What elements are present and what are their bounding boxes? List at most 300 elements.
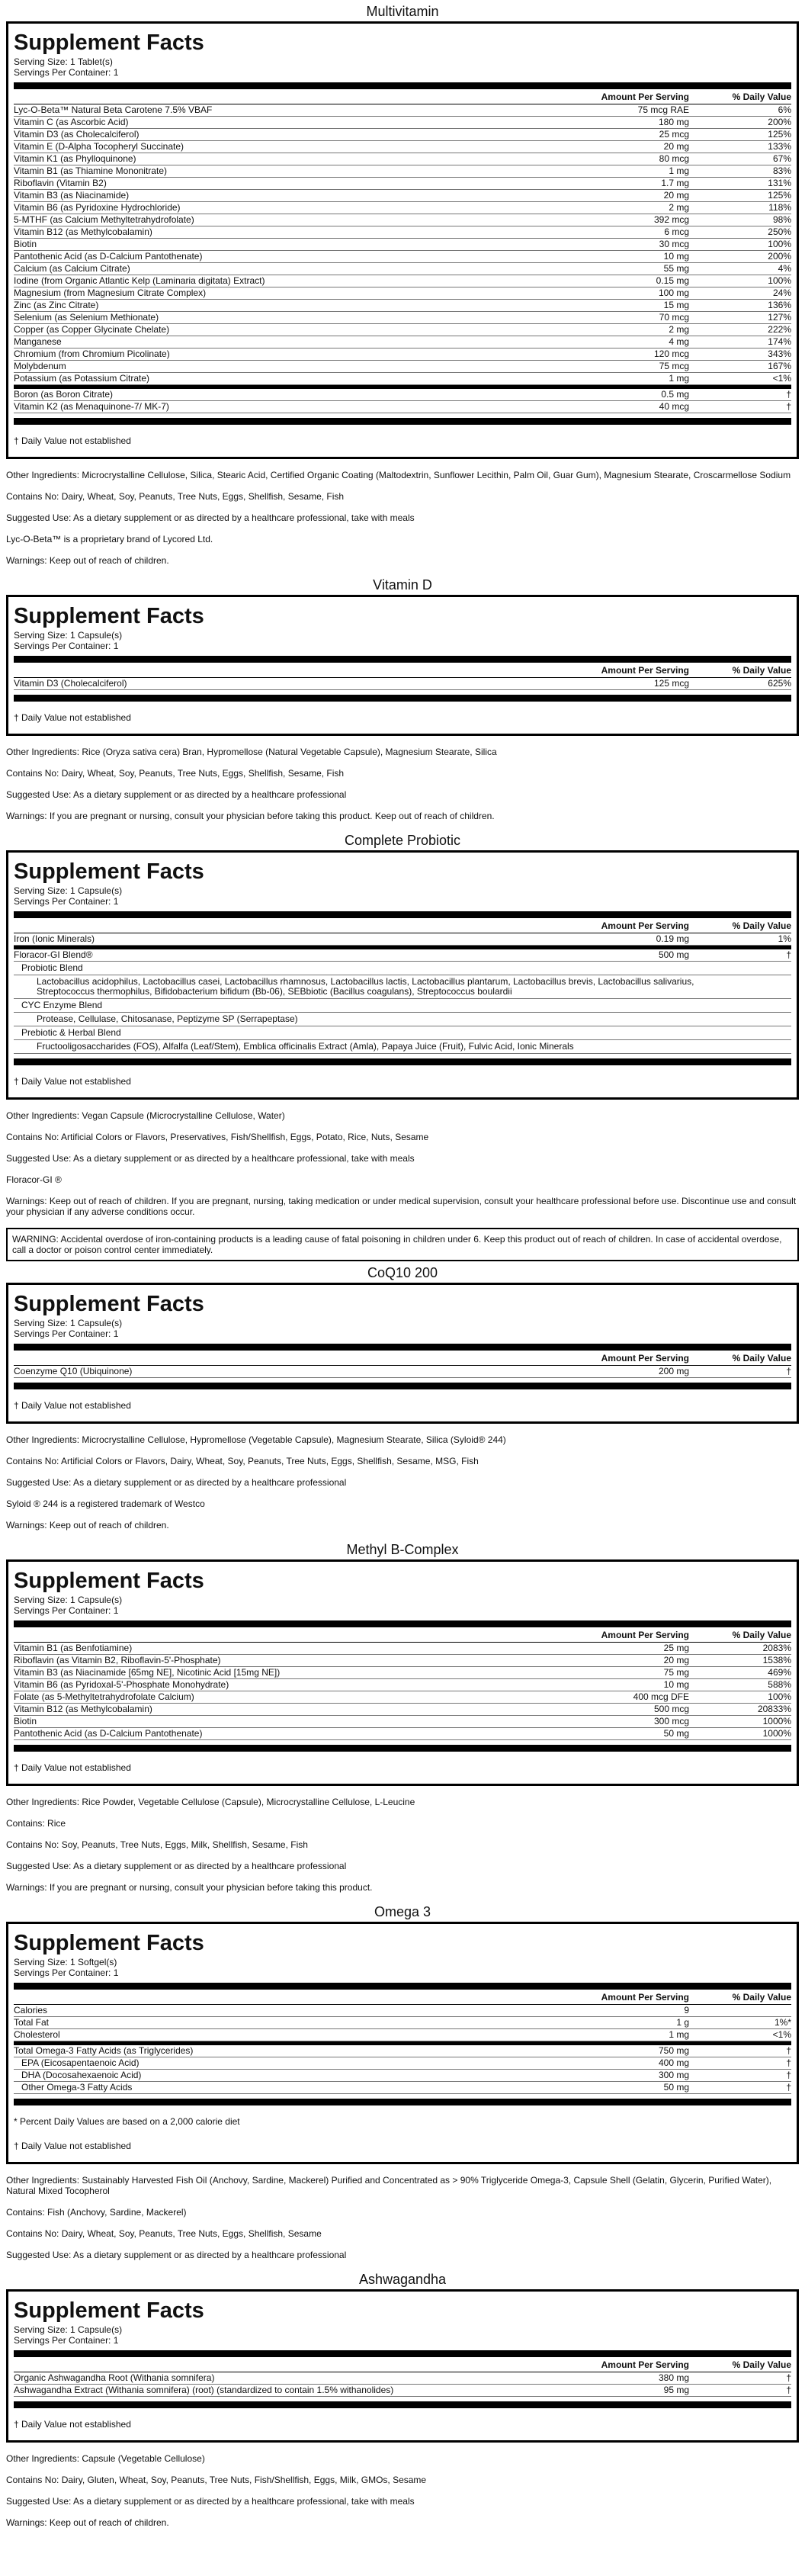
- product-title: Omega 3: [374, 1904, 431, 1919]
- nutrient-daily-value: †: [786, 389, 791, 400]
- nutrient-row: [14, 141, 791, 153]
- product-note: Contains No: Artificial Colors or Flavors, Dairy, Wheat, Soy, Peanuts, Tree Nuts, Eggs, Shellfish, Sesame, MSG, Fish: [6, 1456, 479, 1466]
- product-note: Syloid ® 244 is a registered trademark of Westco: [6, 1498, 205, 1509]
- divider-thick: [14, 2099, 791, 2105]
- nutrient-amount: 20 mg: [663, 190, 689, 201]
- nutrient-name: Biotin: [14, 239, 37, 249]
- product-note: Warnings: Keep out of reach of children.: [6, 555, 169, 566]
- header-amount: Amount Per Serving: [601, 91, 689, 102]
- header-daily-value: % Daily Value: [732, 1991, 791, 2003]
- product-note: Suggested Use: As a dietary supplement or as directed by a healthcare professional, take with meals: [6, 2496, 415, 2507]
- supplement-facts-panel: [6, 2289, 799, 2443]
- nutrient-name: Boron (as Boron Citrate): [14, 389, 114, 400]
- nutrient-name: Organic Ashwagandha Root (Withania somnifera): [14, 2372, 215, 2383]
- panel-heading: Supplement Facts: [14, 604, 204, 628]
- nutrient-daily-value: 24%: [772, 287, 791, 298]
- blend-ingredients: Lactobacillus acidophilus, Lactobacillus casei, Lactobacillus rhamnosus, Lactobacillus lactis, Lactobacillus plantarum, Lactobacillus brevis, Lactobacillus salivarius, Streptococcus thermophilus, Bifidobacterium bifidum (Bb-06), SEBbiotic (Bacillus coagulans), Streptococcus boulardii: [14, 975, 791, 999]
- nutrient-amount: 75 mcg RAE: [637, 104, 689, 115]
- header-amount: Amount Per Serving: [601, 1352, 689, 1363]
- nutrient-row: [14, 1716, 791, 1728]
- nutrient-name: Biotin: [14, 1716, 37, 1726]
- divider-thick: [14, 2350, 791, 2357]
- nutrient-amount: 2 mg: [669, 202, 689, 213]
- nutrient-daily-value: 100%: [768, 1691, 791, 1702]
- product-title: Multivitamin: [366, 4, 439, 19]
- nutrient-daily-value: 469%: [768, 1667, 791, 1678]
- nutrient-row: [14, 178, 791, 190]
- nutrient-row: [14, 1655, 791, 1667]
- product-note: Other Ingredients: Rice Powder, Vegetable Cellulose (Capsule), Microcrystalline Cellulose, L-Leucine: [6, 1797, 415, 1807]
- nutrient-row: [14, 1704, 791, 1716]
- column-header: [14, 1351, 791, 1366]
- product-note: Suggested Use: As a dietary supplement or as directed by a healthcare professional: [6, 789, 347, 800]
- nutrient-row: [14, 1691, 791, 1704]
- nutrient-name: Riboflavin (Vitamin B2): [14, 178, 107, 188]
- nutrient-amount: 400 mg: [658, 2057, 689, 2068]
- nutrient-name: EPA (Eicosapentaenoic Acid): [21, 2057, 140, 2068]
- nutrient-name: Vitamin B3 (as Niacinamide [65mg NE], Nicotinic Acid [15mg NE]): [14, 1667, 281, 1678]
- column-header: [14, 89, 791, 104]
- product-note: Other Ingredients: Rice (Oryza sativa cera) Bran, Hypromellose (Natural Vegetable Capsule), Magnesium Stearate, Silica: [6, 747, 497, 757]
- header-daily-value: % Daily Value: [732, 91, 791, 102]
- nutrient-amount: 392 mcg: [653, 214, 689, 225]
- product-note: Other Ingredients: Sustainably Harvested Fish Oil (Anchovy, Sardine, Mackerel) Purified and Concentrated as > 90% Triglyceride Omega-3, Capsule Shell (Gelatin, Glycerin, Purified Water), Natural Mixed Tocopherol: [6, 2175, 772, 2196]
- column-header: [14, 663, 791, 678]
- nutrient-row: [14, 2057, 791, 2070]
- nutrient-amount: 1 mg: [669, 165, 689, 176]
- nutrient-name: Vitamin E (D-Alpha Tocopheryl Succinate): [14, 141, 184, 152]
- servings-per-container: Servings Per Container: 1: [14, 2335, 119, 2346]
- nutrient-amount: 9: [684, 2005, 689, 2016]
- nutrient-daily-value: 118%: [768, 202, 791, 213]
- nutrient-name: Pantothenic Acid (as D-Calcium Pantothenate): [14, 251, 203, 262]
- nutrient-name: Folate (as 5-Methyltetrahydrofolate Calcium): [14, 1691, 194, 1702]
- nutrient-amount: 75 mcg: [659, 361, 689, 371]
- nutrient-daily-value: 125%: [768, 190, 791, 201]
- serving-size: Serving Size: 1 Tablet(s): [14, 56, 113, 67]
- blend-title: Prebiotic & Herbal Blend: [14, 1026, 791, 1040]
- nutrient-daily-value: <1%: [772, 373, 791, 384]
- nutrient-name: Magnesium (from Magnesium Citrate Complex): [14, 287, 207, 298]
- nutrient-row: [14, 2385, 791, 2397]
- nutrient-daily-value: †: [786, 2070, 791, 2080]
- header-amount: Amount Per Serving: [601, 2359, 689, 2370]
- product-note: Contains No: Artificial Colors or Flavors, Preservatives, Fish/Shellfish, Eggs, Potato, Rice, Nuts, Sesame: [6, 1132, 429, 1142]
- daily-value-footnote: † Daily Value not established: [14, 435, 131, 446]
- serving-size: Serving Size: 1 Capsule(s): [14, 630, 123, 641]
- column-header: [14, 918, 791, 933]
- nutrient-row: [14, 214, 791, 226]
- nutrient-row: [14, 2372, 791, 2385]
- nutrient-amount: 55 mg: [663, 263, 689, 274]
- nutrient-daily-value: 588%: [768, 1679, 791, 1690]
- nutrient-daily-value: 625%: [768, 678, 791, 689]
- product-title: Methyl B-Complex: [346, 1542, 459, 1557]
- nutrient-amount: 120 mcg: [653, 348, 689, 359]
- nutrient-name: Vitamin B12 (as Methylcobalamin): [14, 226, 152, 237]
- supplement-facts-page: [0, 3, 805, 2528]
- divider-thick: [14, 1983, 791, 1990]
- supplement-facts-panel: [6, 595, 799, 736]
- nutrient-daily-value: 133%: [768, 141, 791, 152]
- product-title: Vitamin D: [373, 577, 432, 593]
- divider-thick: [14, 1058, 791, 1065]
- nutrient-daily-value: 200%: [768, 251, 791, 262]
- product-note: Warnings: If you are pregnant or nursing, consult your physician before taking this product.: [6, 1882, 373, 1893]
- product-note: Warnings: Keep out of reach of children. If you are pregnant, nursing, taking medication or under medical supervision, consult your healthcare professional before use. Discontinue use and consult your physician if any adverse conditions occur.: [6, 1196, 797, 1217]
- nutrient-name: Vitamin B1 (as Thiamine Mononitrate): [14, 165, 167, 176]
- nutrient-daily-value: †: [786, 1366, 791, 1376]
- servings-per-container: Servings Per Container: 1: [14, 1605, 119, 1616]
- blend-ingredients: Fructooligosaccharides (FOS), Alfalfa (Leaf/Stem), Emblica officinalis Extract (Amla), Papaya Juice (Fruit), Fulvic Acid, Ionic Minerals: [14, 1040, 791, 1054]
- nutrient-name: Ashwagandha Extract (Withania somnifera) (root) (standardized to contain 1.5% withanolides): [14, 2385, 394, 2395]
- nutrient-row: [14, 202, 791, 214]
- nutrient-row: [14, 336, 791, 348]
- nutrient-name: Total Fat: [14, 2017, 50, 2028]
- nutrient-amount: 300 mg: [658, 2070, 689, 2080]
- nutrient-amount: 750 mg: [658, 2045, 689, 2056]
- nutrient-amount: 1.7 mg: [661, 178, 689, 188]
- nutrient-daily-value: 1%*: [774, 2017, 791, 2028]
- nutrient-amount: 20 mg: [663, 141, 689, 152]
- product-note: Warnings: If you are pregnant or nursing, consult your physician before taking this product. Keep out of reach of children.: [6, 811, 495, 821]
- product-note: Suggested Use: As a dietary supplement or as directed by a healthcare professional: [6, 1477, 347, 1488]
- nutrient-daily-value: †: [786, 2385, 791, 2395]
- nutrient-name: Manganese: [14, 336, 62, 347]
- blend-title: Probiotic Blend: [14, 962, 791, 975]
- nutrient-row: [14, 239, 791, 251]
- nutrient-amount: 25 mcg: [659, 129, 689, 140]
- nutrient-daily-value: †: [786, 401, 791, 412]
- nutrient-daily-value: †: [786, 2045, 791, 2056]
- divider-thick: [14, 1620, 791, 1627]
- servings-per-container: Servings Per Container: 1: [14, 896, 119, 907]
- nutrient-name: Vitamin C (as Ascorbic Acid): [14, 117, 129, 127]
- nutrient-daily-value: 174%: [768, 336, 791, 347]
- header-daily-value: % Daily Value: [732, 2359, 791, 2370]
- nutrient-row: [14, 373, 791, 385]
- nutrient-daily-value: 83%: [772, 165, 791, 176]
- nutrient-amount: 10 mg: [663, 251, 689, 262]
- nutrient-daily-value: 343%: [768, 348, 791, 359]
- servings-per-container: Servings Per Container: 1: [14, 1328, 119, 1339]
- product-note: Other Ingredients: Vegan Capsule (Microcrystalline Cellulose, Water): [6, 1110, 285, 1121]
- nutrient-daily-value: 100%: [768, 275, 791, 286]
- nutrient-row: [14, 933, 791, 946]
- nutrient-name: Copper (as Copper Glycinate Chelate): [14, 324, 170, 335]
- product-note: Other Ingredients: Microcrystalline Cellulose, Hypromellose (Vegetable Capsule), Magnesium Stearate, Silica (Syloid® 244): [6, 1434, 506, 1445]
- nutrient-name: Vitamin B3 (as Niacinamide): [14, 190, 130, 201]
- header-amount: Amount Per Serving: [601, 1991, 689, 2003]
- product-title: Ashwagandha: [358, 2272, 447, 2287]
- nutrient-amount: 75 mg: [663, 1667, 689, 1678]
- divider-thick: [14, 1745, 791, 1752]
- product-note: Lyc-O-Beta™ is a proprietary brand of Lycored Ltd.: [6, 534, 213, 544]
- nutrient-daily-value: 200%: [768, 117, 791, 127]
- nutrient-name: Other Omega-3 Fatty Acids: [21, 2082, 133, 2093]
- iron-warning-box: WARNING: Accidental overdose of iron-containing products is a leading cause of fatal poisoning in children under 6. Keep this product out of reach of children. In case of accidental overdose, call a doctor or poison control center immediately.: [6, 1228, 799, 1261]
- divider-thick: [14, 1383, 791, 1389]
- nutrient-daily-value: 167%: [768, 361, 791, 371]
- nutrient-row: [14, 678, 791, 690]
- nutrient-daily-value: †: [786, 2372, 791, 2383]
- daily-value-footnote: † Daily Value not established: [14, 1762, 131, 1773]
- nutrient-amount: 1 g: [676, 2017, 689, 2028]
- panel-heading: Supplement Facts: [14, 1569, 204, 1593]
- nutrient-amount: 40 mcg: [659, 401, 689, 412]
- serving-size: Serving Size: 1 Softgel(s): [14, 1957, 117, 1967]
- nutrient-row: [14, 226, 791, 239]
- nutrient-name: 5-MTHF (as Calcium Methyltetrahydrofolate): [14, 214, 194, 225]
- nutrient-amount: 400 mcg DFE: [633, 1691, 689, 1702]
- nutrient-row: [14, 1667, 791, 1679]
- header-amount: Amount Per Serving: [601, 664, 689, 676]
- nutrient-daily-value: 4%: [778, 263, 791, 274]
- column-header: [14, 2357, 791, 2372]
- divider-thick: [14, 1344, 791, 1351]
- header-daily-value: % Daily Value: [732, 1629, 791, 1640]
- nutrient-row: [14, 324, 791, 336]
- nutrient-row: [14, 251, 791, 263]
- nutrient-daily-value: 1000%: [762, 1716, 791, 1726]
- nutrient-daily-value: 1000%: [762, 1728, 791, 1739]
- nutrient-amount: 500 mg: [658, 949, 689, 960]
- daily-value-footnote: † Daily Value not established: [14, 2141, 131, 2151]
- nutrient-row: [14, 2017, 791, 2029]
- nutrient-name: Pantothenic Acid (as D-Calcium Pantothenate): [14, 1728, 203, 1739]
- nutrient-row: [14, 1728, 791, 1740]
- nutrient-name: Vitamin B6 (as Pyridoxal-5'-Phosphate Monohydrate): [14, 1679, 229, 1690]
- panel-heading: Supplement Facts: [14, 2298, 204, 2323]
- nutrient-row: [14, 153, 791, 165]
- product-title: CoQ10 200: [367, 1265, 438, 1280]
- product-note: Contains No: Dairy, Wheat, Soy, Peanuts, Tree Nuts, Eggs, Shellfish, Sesame: [6, 2228, 322, 2239]
- nutrient-amount: 15 mg: [663, 300, 689, 310]
- nutrient-row: [14, 389, 791, 401]
- servings-per-container: Servings Per Container: 1: [14, 1967, 119, 1978]
- nutrient-row: [14, 312, 791, 324]
- divider-thick: [14, 2401, 791, 2408]
- nutrient-name: Vitamin B12 (as Methylcobalamin): [14, 1704, 152, 1714]
- nutrient-name: Lyc-O-Beta™ Natural Beta Carotene 7.5% VBAF: [14, 104, 213, 115]
- nutrient-name: Potassium (as Potassium Citrate): [14, 373, 150, 384]
- supplement-facts-panel: [6, 1559, 799, 1786]
- serving-size: Serving Size: 1 Capsule(s): [14, 2324, 123, 2335]
- product-note: Contains No: Dairy, Gluten, Wheat, Soy, Peanuts, Tree Nuts, Fish/Shellfish, Eggs, Milk, GMOs, Sesame: [6, 2475, 427, 2485]
- nutrient-row: [14, 348, 791, 361]
- nutrient-amount: 25 mg: [663, 1643, 689, 1653]
- product-note: Contains No: Soy, Peanuts, Tree Nuts, Eggs, Milk, Shellfish, Sesame, Fish: [6, 1839, 308, 1850]
- divider-thick: [14, 911, 791, 918]
- nutrient-name: Vitamin K1 (as Phylloquinone): [14, 153, 136, 164]
- nutrient-row: [14, 1679, 791, 1691]
- nutrient-row: [14, 401, 791, 413]
- daily-value-footnote: † Daily Value not established: [14, 1076, 131, 1087]
- nutrient-daily-value: 136%: [768, 300, 791, 310]
- nutrient-name: Iodine (from Organic Atlantic Kelp (Laminaria digitata) Extract): [14, 275, 265, 286]
- supplement-facts-panel: [6, 21, 799, 459]
- nutrient-amount: 300 mcg: [653, 1716, 689, 1726]
- servings-per-container: Servings Per Container: 1: [14, 67, 119, 78]
- nutrient-row: [14, 117, 791, 129]
- serving-size: Serving Size: 1 Capsule(s): [14, 1318, 123, 1328]
- product-note: Suggested Use: As a dietary supplement or as directed by a healthcare professional, take with meals: [6, 512, 415, 523]
- product-note: Suggested Use: As a dietary supplement or as directed by a healthcare professional: [6, 1861, 347, 1871]
- nutrient-daily-value: 222%: [768, 324, 791, 335]
- header-daily-value: % Daily Value: [732, 920, 791, 931]
- nutrient-amount: 0.5 mg: [661, 389, 689, 400]
- serving-size: Serving Size: 1 Capsule(s): [14, 885, 123, 896]
- nutrient-name: Selenium (as Selenium Methionate): [14, 312, 159, 323]
- daily-value-footnote: † Daily Value not established: [14, 712, 131, 723]
- divider-thick: [14, 656, 791, 663]
- nutrient-row: [14, 190, 791, 202]
- product-note: Contains No: Dairy, Wheat, Soy, Peanuts, Tree Nuts, Eggs, Shellfish, Sesame, Fish: [6, 491, 345, 502]
- column-header: [14, 1990, 791, 2005]
- nutrient-daily-value: †: [786, 949, 791, 960]
- nutrient-name: Vitamin B6 (as Pyridoxine Hydrochloride): [14, 202, 181, 213]
- nutrient-row: [14, 263, 791, 275]
- nutrient-amount: 1 mg: [669, 373, 689, 384]
- nutrient-name: Molybdenum: [14, 361, 66, 371]
- supplement-facts-panel: [6, 850, 799, 1100]
- panel-heading: Supplement Facts: [14, 1931, 204, 1955]
- nutrient-amount: 20 mg: [663, 1655, 689, 1665]
- nutrient-row: [14, 1643, 791, 1655]
- header-daily-value: % Daily Value: [732, 1352, 791, 1363]
- nutrient-amount: 4 mg: [669, 336, 689, 347]
- header-amount: Amount Per Serving: [601, 920, 689, 931]
- nutrient-daily-value: 67%: [772, 153, 791, 164]
- nutrient-daily-value: †: [786, 2082, 791, 2093]
- nutrient-amount: 70 mcg: [659, 312, 689, 323]
- nutrient-daily-value: 98%: [772, 214, 791, 225]
- nutrient-name: Vitamin D3 (as Cholecalciferol): [14, 129, 140, 140]
- nutrient-row: [14, 129, 791, 141]
- product-note: Suggested Use: As a dietary supplement or as directed by a healthcare professional, take with meals: [6, 1153, 415, 1164]
- nutrient-amount: 80 mcg: [659, 153, 689, 164]
- nutrient-name: Coenzyme Q10 (Ubiquinone): [14, 1366, 133, 1376]
- nutrient-amount: 95 mg: [663, 2385, 689, 2395]
- product-note: Contains: Fish (Anchovy, Sardine, Mackerel): [6, 2207, 187, 2218]
- nutrient-name: Vitamin B1 (as Benfotiamine): [14, 1643, 133, 1653]
- nutrient-row: [14, 1366, 791, 1378]
- nutrient-row: [14, 2005, 791, 2017]
- nutrient-amount: 0.19 mg: [656, 933, 689, 944]
- product-note: Contains: Rice: [6, 1818, 66, 1829]
- nutrient-amount: 30 mcg: [659, 239, 689, 249]
- blend-ingredients: Protease, Cellulase, Chitosanase, Peptizyme SP (Serrapeptase): [14, 1013, 791, 1026]
- nutrient-row: [14, 2045, 791, 2057]
- column-header: [14, 1627, 791, 1643]
- nutrient-row: [14, 2070, 791, 2082]
- serving-size: Serving Size: 1 Capsule(s): [14, 1595, 123, 1605]
- nutrient-amount: 50 mg: [663, 1728, 689, 1739]
- nutrient-amount: 380 mg: [658, 2372, 689, 2383]
- blend-row: [14, 949, 791, 962]
- nutrient-daily-value: †: [786, 2057, 791, 2068]
- nutrient-amount: 10 mg: [663, 1679, 689, 1690]
- header-amount: Amount Per Serving: [601, 1629, 689, 1640]
- nutrient-daily-value: 127%: [768, 312, 791, 323]
- nutrient-daily-value: 100%: [768, 239, 791, 249]
- nutrient-amount: 200 mg: [658, 1366, 689, 1376]
- product-note: Other Ingredients: Microcrystalline Cellulose, Silica, Stearic Acid, Certified Organic Coating (Maltodextrin, Sunflower Lecithin, Palm Oil, Guar Gum), Magnesium Stearate, Croscarmellose Sodium: [6, 470, 791, 480]
- nutrient-amount: 500 mcg: [653, 1704, 689, 1714]
- nutrient-daily-value: 1538%: [762, 1655, 791, 1665]
- nutrient-daily-value: <1%: [772, 2029, 791, 2040]
- nutrient-name: Riboflavin (as Vitamin B2, Riboflavin-5'-Phosphate): [14, 1655, 221, 1665]
- nutrient-daily-value: 6%: [778, 104, 791, 115]
- nutrient-row: [14, 2029, 791, 2041]
- nutrient-name: Chromium (from Chromium Picolinate): [14, 348, 170, 359]
- nutrient-name: Calcium (as Calcium Citrate): [14, 263, 130, 274]
- divider-thick: [14, 82, 791, 89]
- daily-value-footnote: † Daily Value not established: [14, 2419, 131, 2430]
- nutrient-daily-value: 125%: [768, 129, 791, 140]
- product-note: Warnings: Keep out of reach of children.: [6, 1520, 169, 1531]
- nutrient-daily-value: 2083%: [762, 1643, 791, 1653]
- nutrient-row: [14, 287, 791, 300]
- header-daily-value: % Daily Value: [732, 664, 791, 676]
- product-note: Floracor-GI ®: [6, 1174, 62, 1185]
- nutrient-name: Zinc (as Zinc Citrate): [14, 300, 99, 310]
- supplement-facts-panel: [6, 1283, 799, 1424]
- nutrient-daily-value: 20833%: [757, 1704, 791, 1714]
- nutrient-row: [14, 361, 791, 373]
- nutrient-name: Total Omega-3 Fatty Acids (as Triglycerides): [14, 2045, 194, 2056]
- product-note: Other Ingredients: Capsule (Vegetable Cellulose): [6, 2453, 205, 2464]
- product-note: Contains No: Dairy, Wheat, Soy, Peanuts, Tree Nuts, Eggs, Shellfish, Sesame, Fish: [6, 768, 345, 779]
- nutrient-amount: 100 mg: [658, 287, 689, 298]
- nutrient-amount: 50 mg: [663, 2082, 689, 2093]
- nutrient-amount: 125 mcg: [653, 678, 689, 689]
- nutrient-name: DHA (Docosahexaenoic Acid): [21, 2070, 142, 2080]
- nutrient-name: Vitamin K2 (as Menaquinone-7/ MK-7): [14, 401, 169, 412]
- nutrient-amount: 0.15 mg: [656, 275, 689, 286]
- percent-dv-footnote: * Percent Daily Values are based on a 2,000 calorie diet: [14, 2116, 240, 2127]
- product-note: Warnings: Keep out of reach of children.: [6, 2517, 169, 2528]
- supplement-facts-panel: [6, 1922, 799, 2164]
- nutrient-daily-value: [700, 2006, 791, 2016]
- nutrient-daily-value: 131%: [768, 178, 791, 188]
- nutrient-amount: 6 mcg: [664, 226, 689, 237]
- panel-heading: Supplement Facts: [14, 1292, 204, 1316]
- nutrient-row: [14, 104, 791, 117]
- divider-thick: [14, 418, 791, 425]
- nutrient-daily-value: 1%: [778, 933, 791, 944]
- divider-thick: [14, 695, 791, 702]
- nutrient-name: Vitamin D3 (Cholecalciferol): [14, 678, 127, 689]
- nutrient-amount: 180 mg: [658, 117, 689, 127]
- nutrient-row: [14, 165, 791, 178]
- nutrient-daily-value: 250%: [768, 226, 791, 237]
- product-note: Suggested Use: As a dietary supplement or as directed by a healthcare professional: [6, 2250, 347, 2260]
- nutrient-row: [14, 275, 791, 287]
- nutrient-name: Cholesterol: [14, 2029, 60, 2040]
- nutrient-row: [14, 2082, 791, 2094]
- panel-heading: Supplement Facts: [14, 859, 204, 884]
- nutrient-amount: 2 mg: [669, 324, 689, 335]
- nutrient-amount: 1 mg: [669, 2029, 689, 2040]
- nutrient-row: [14, 300, 791, 312]
- nutrient-name: Floracor-GI Blend®: [14, 949, 93, 960]
- product-title: Complete Probiotic: [344, 833, 461, 848]
- blend-title: CYC Enzyme Blend: [14, 999, 791, 1013]
- nutrient-name: Calories: [14, 2005, 48, 2016]
- panel-heading: Supplement Facts: [14, 31, 204, 55]
- servings-per-container: Servings Per Container: 1: [14, 641, 119, 651]
